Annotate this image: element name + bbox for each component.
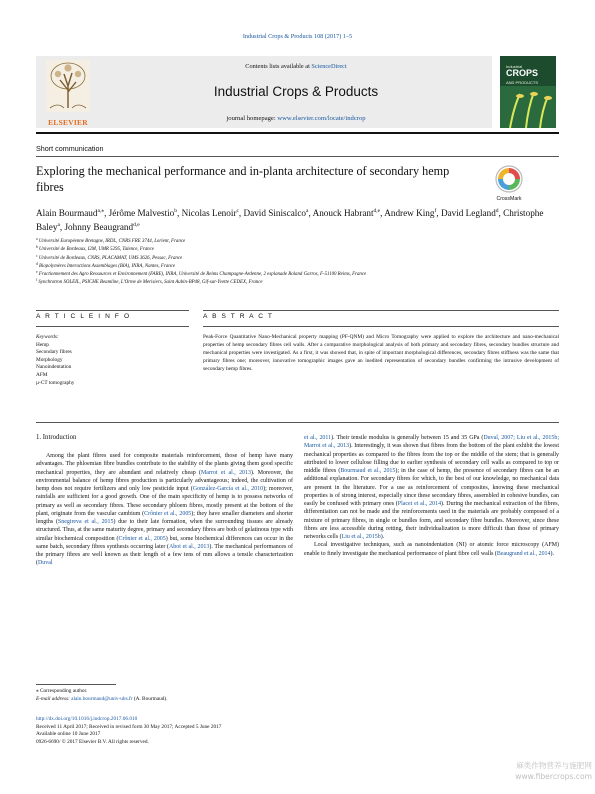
corresponding-author-note: ⁎ Corresponding author.	[36, 688, 88, 694]
affiliation-text: Université de Bordeaux, CNRS, PLACAMAT, UMS 3626, Pessac, France	[37, 255, 183, 261]
paragraph-text: ) due to their late formation, when the surrounding tissues are already structured. Thus, at the same maturity degree, primary and secondary fibres are both of gelatinous type with similar biochemical composition (	[36, 519, 293, 542]
keyword-item: Hemp	[36, 341, 49, 348]
author-separator: ,	[380, 208, 385, 218]
citation-link[interactable]: Snegireva et al., 2015	[57, 519, 114, 525]
abstract-rule-mid	[203, 326, 559, 327]
affiliation-item	[36, 238, 559, 246]
author-name[interactable]: Andrew King	[384, 208, 435, 218]
author-affiliation-marker[interactable]: f	[434, 208, 437, 214]
author-separator: ,	[498, 208, 504, 218]
watermark-url: www.fibercrops.com	[515, 772, 592, 781]
article-type-divider	[36, 156, 559, 157]
keyword-item: Morphology	[36, 356, 63, 363]
citation-link[interactable]: Abot et al., 2013	[169, 543, 210, 550]
author-name[interactable]: Nicolas Lenoir	[181, 208, 237, 218]
elsevier-tree-logo	[38, 56, 98, 126]
keyword-item: µ-CT tomography	[36, 379, 75, 386]
abstract-rule-top	[203, 310, 559, 311]
author-affiliation-marker[interactable]: b	[174, 208, 177, 214]
body-column-right	[304, 434, 559, 558]
article-info-rule-top	[36, 310, 189, 311]
paragraph-text: ).	[550, 550, 554, 557]
email-link[interactable]: alain.bourmaud@univ-ubs.fr	[71, 695, 133, 702]
affiliation-text: Fractionnement des Agro Ressources et Environnement (FARE), INRA, Université de Reims Champagne-Ardenne, 2 esplanade Roland Garros, F-51100 Reims, France	[37, 272, 367, 278]
author-separator: ,	[238, 208, 244, 218]
affiliation-item	[36, 279, 559, 287]
cover-plant-illustration	[500, 86, 556, 128]
author-separator: ,	[104, 208, 109, 218]
crossmark-icon[interactable]	[494, 164, 524, 194]
publisher-name: ELSEVIER	[48, 118, 88, 127]
site-watermark	[452, 760, 592, 782]
author-affiliation-marker[interactable]: a	[57, 221, 60, 228]
affiliation-item	[36, 255, 559, 263]
keyword-item: Secondary fibres	[36, 349, 72, 356]
issn-copyright: 0926-6690/ © 2017 Elsevier B.V. All rights reserved.	[36, 738, 149, 745]
keywords-label: Keywords:	[36, 334, 59, 340]
author-name[interactable]: David Legland	[440, 208, 496, 218]
citation-link[interactable]: Crônier et al., 2005	[118, 535, 166, 542]
paragraph-text: ).	[380, 534, 385, 540]
author-separator: ,	[436, 208, 441, 218]
doi-link[interactable]: http://dx.doi.org/10.1016/j.indcrop.2017.06.010	[36, 716, 138, 722]
author-list	[36, 207, 559, 234]
paragraph-text: ); in the case of hemp, the presence of secondary fibres can be an additional explanation. For secondary fibres for which, to the best of our knowledge, no mechanical data are present in the literature. For a use as reinforcement of composites, knowing these mechanical properties is of strong interest, especially since these secondary fibres, assembled in cohesive bundles, can easily be confused with primary ones (	[304, 468, 559, 507]
body-paragraph	[36, 452, 293, 568]
contents-line	[100, 63, 492, 70]
paragraph-text: ); they have smaller diameters and shorter lengths (	[36, 510, 293, 525]
body-paragraph	[304, 541, 559, 558]
affiliation-text: Université de Bordeaux, I2M, UMR 5295, Talence, France	[37, 247, 154, 253]
affiliation-item	[36, 263, 559, 271]
affiliation-marker: a	[36, 237, 38, 241]
paragraph-text: ); moreover, rainfalls are sufficient for a good growth. One of the main specificity of hemp is to possess networks of primary as well as secondary fibres. These secondary phloem fibres, mostly present at the bottom of the plant, originate from the vascular cambium (	[36, 486, 293, 517]
article-info-header: A R T I C L E I N F O	[36, 313, 131, 320]
author-affiliation-marker[interactable]: d,e	[373, 208, 381, 214]
section-heading-introduction: 1. Introduction	[36, 434, 77, 441]
citation-link[interactable]: Duval, 2007; Liu et al., 2015b; Marrot et al., 2013	[304, 435, 559, 450]
author-affiliation-marker[interactable]: c	[236, 208, 239, 214]
author-affiliation-marker[interactable]: a,⁎	[97, 208, 105, 214]
footnote-rule	[36, 684, 116, 685]
journal-homepage	[100, 115, 492, 122]
paragraph-text: ). Their tensile modulus is generally between 15 and 35 GPa (	[331, 435, 484, 441]
author-name[interactable]: Alain Bourmaud	[36, 208, 98, 218]
affiliation-marker: e	[36, 270, 38, 275]
online-date: Available online 10 June 2017	[36, 731, 101, 738]
citation-link[interactable]: Beaugrand et al., 2014	[496, 550, 551, 557]
citation-link[interactable]: et al., 2011	[304, 435, 332, 441]
keywords-block	[36, 334, 74, 387]
cover-text-industrial: Industrial	[506, 64, 523, 69]
citation-link[interactable]: Duval	[37, 560, 53, 567]
citation-link[interactable]: Marrot et al., 2013	[201, 469, 251, 476]
cover-text-and-products: AND PRODUCTS	[506, 80, 539, 85]
article-info-rule-bottom	[36, 326, 189, 327]
author-name[interactable]: David Siniscalco	[243, 208, 307, 218]
homepage-prefix: journal homepage:	[226, 115, 278, 122]
footnote	[36, 688, 336, 704]
citation-link[interactable]: Crônier et al., 2005	[144, 510, 192, 517]
crossmark-label: CrossMark	[496, 196, 522, 202]
citation-link[interactable]: Placet et al., 2014	[397, 501, 442, 507]
author-affiliation-marker[interactable]: a	[306, 208, 309, 214]
paragraph-text: ). Interestingly, it was shown that fibres from the bottom of the plant exhibit the lowest mechanical properties as compared to the fibres from the top or the middle of the stem; that is generally attributed to lower cellulose filling due to earlier synthesis of secondary cell walls as compared to top or middle fibres (	[304, 443, 559, 474]
article-type: Short communication	[36, 144, 104, 153]
author-affiliation-marker[interactable]: d	[495, 208, 499, 214]
email-label: E-mail address:	[36, 695, 72, 702]
paragraph-text: ). During the mechanical extraction of the fibres, differentiation can not be made and the reinforcements used in the materials are probably composed of a mixture of primary fibres, in single or bundles form, and secondary fibre bundles. Moreover, since these fibres are less accessible during retting, their individualization is more difficult than those of primary networks cells (	[304, 501, 560, 540]
affiliation-marker: f	[36, 278, 38, 283]
author-name[interactable]: Christophe Baley	[36, 208, 544, 232]
citation-link[interactable]: González-García et al., 2010	[192, 486, 264, 492]
keyword-item: Nanoindentation	[36, 364, 72, 371]
affiliation-text: Synchrotron SOLEIL, PSICHE Beamline, L'Orme de Merisiers, Saint Aubin-BP48, Gif-sur-Yvette CEDEX, France	[37, 280, 263, 286]
paragraph-text: ) but, some biochemical differences can occur in the same batch, secondary fibres synthesis occurring later (	[36, 535, 293, 550]
sciencedirect-link[interactable]: ScienceDirect	[311, 63, 347, 70]
affiliation-text: Biopolymères Interactions Assemblages (BIA), INRA, Nantes, France	[37, 263, 175, 269]
body-column-left	[36, 452, 293, 568]
author-separator: ,	[59, 221, 65, 232]
author-name[interactable]: Johnny Beaugrand	[64, 221, 134, 232]
author-separator: ,	[308, 208, 313, 218]
journal-reference[interactable]: Industrial Crops & Products 108 (2017) 1–5	[242, 33, 353, 40]
watermark-cn: 麻类作物营养与施肥网	[516, 761, 592, 770]
contents-prefix: Contents lists available at	[245, 63, 312, 70]
affiliation-marker: b	[36, 245, 38, 250]
abstract-bottom-rule	[36, 422, 559, 423]
affiliation-item	[36, 271, 559, 279]
cover-text-crops: CROPS	[506, 68, 539, 78]
journal-cover-image	[500, 56, 556, 128]
publication-metadata	[36, 716, 436, 746]
article-title: Exploring the mechanical performance and in-planta architecture of secondary hemp fibres	[36, 164, 450, 194]
paragraph-text: Among the plant fibres used for composite materials reinforcement, those of hemp have many advantages. The phloemian fibre bundles contribute to the stability of the plants giving them good specific mechanical properties, they are abundant and relatively cheap (	[36, 453, 293, 476]
abstract-text: Peak-Force Quantitative Nano-Mechanical property mapping (PF-QNM) and Micro Tomography were applied to explore the architecture and nano-mechanical properties of hemp secondary fibres cell walls. After a comparative morphological analysis of both primary and secondary fibres, secondary bundles structure and mechanical properties were investigated. As a first, it was showed that, in spite of important morphological differences, secondary fibres stiffness was the same that primary fibres one; moreover, innovative tomographic images gave an inedited representation of secondary bundles confirming the intrusive development of secondary hemp fibres.	[203, 334, 559, 372]
author-separator: ,	[177, 208, 182, 218]
citation-link[interactable]: Bourmaud et al., 2015	[340, 468, 396, 474]
affiliation-text: Université Européenne Bretagne, IRDL, CNRS FRE 3744, Lorient, France	[37, 239, 186, 244]
affiliation-marker: c	[36, 253, 38, 258]
email-line	[36, 696, 336, 704]
author-name[interactable]: Jérôme Malvestio	[108, 208, 175, 218]
affiliation-list	[36, 238, 559, 288]
paragraph-text: ). Moreover, the environmental balance of hemp fibres production is particularly advantageous; indeed, the cultivation of hemp does not require fertilizers and only low pesticide input (	[36, 469, 294, 492]
author-affiliation-marker[interactable]: d,e	[133, 221, 140, 228]
affiliation-item	[36, 246, 559, 254]
received-dates: Received 11 April 2017; Received in revised form 30 May 2017; Accepted 5 June 2017	[36, 723, 222, 730]
citation-link[interactable]: Liu et al., 2015b	[341, 534, 381, 540]
journal-title: Industrial Crops & Products	[213, 84, 379, 99]
author-name[interactable]: Anouck Habrant	[312, 208, 374, 218]
keyword-item: AFM	[36, 371, 48, 378]
paragraph-text: ). The mechanical performances of the primary fibres are well known as their length of a few tens of mm allows a tensile characterization (	[36, 543, 293, 567]
abstract-header: A B S T R A C T	[203, 313, 274, 320]
paragraph-text: Local investigative techniques, such as nanoindentation (NI) or atomic force microscopy (AFM) enable to finely investigate the mechanical performance of plant fibre cell walls (	[304, 542, 559, 557]
header-divider	[36, 132, 559, 134]
homepage-link[interactable]: www.elsevier.com/locate/indcrop	[277, 115, 366, 122]
email-suffix: (A. Bourmaud).	[132, 695, 168, 702]
affiliation-marker: d	[36, 261, 38, 266]
body-paragraph	[304, 434, 559, 541]
